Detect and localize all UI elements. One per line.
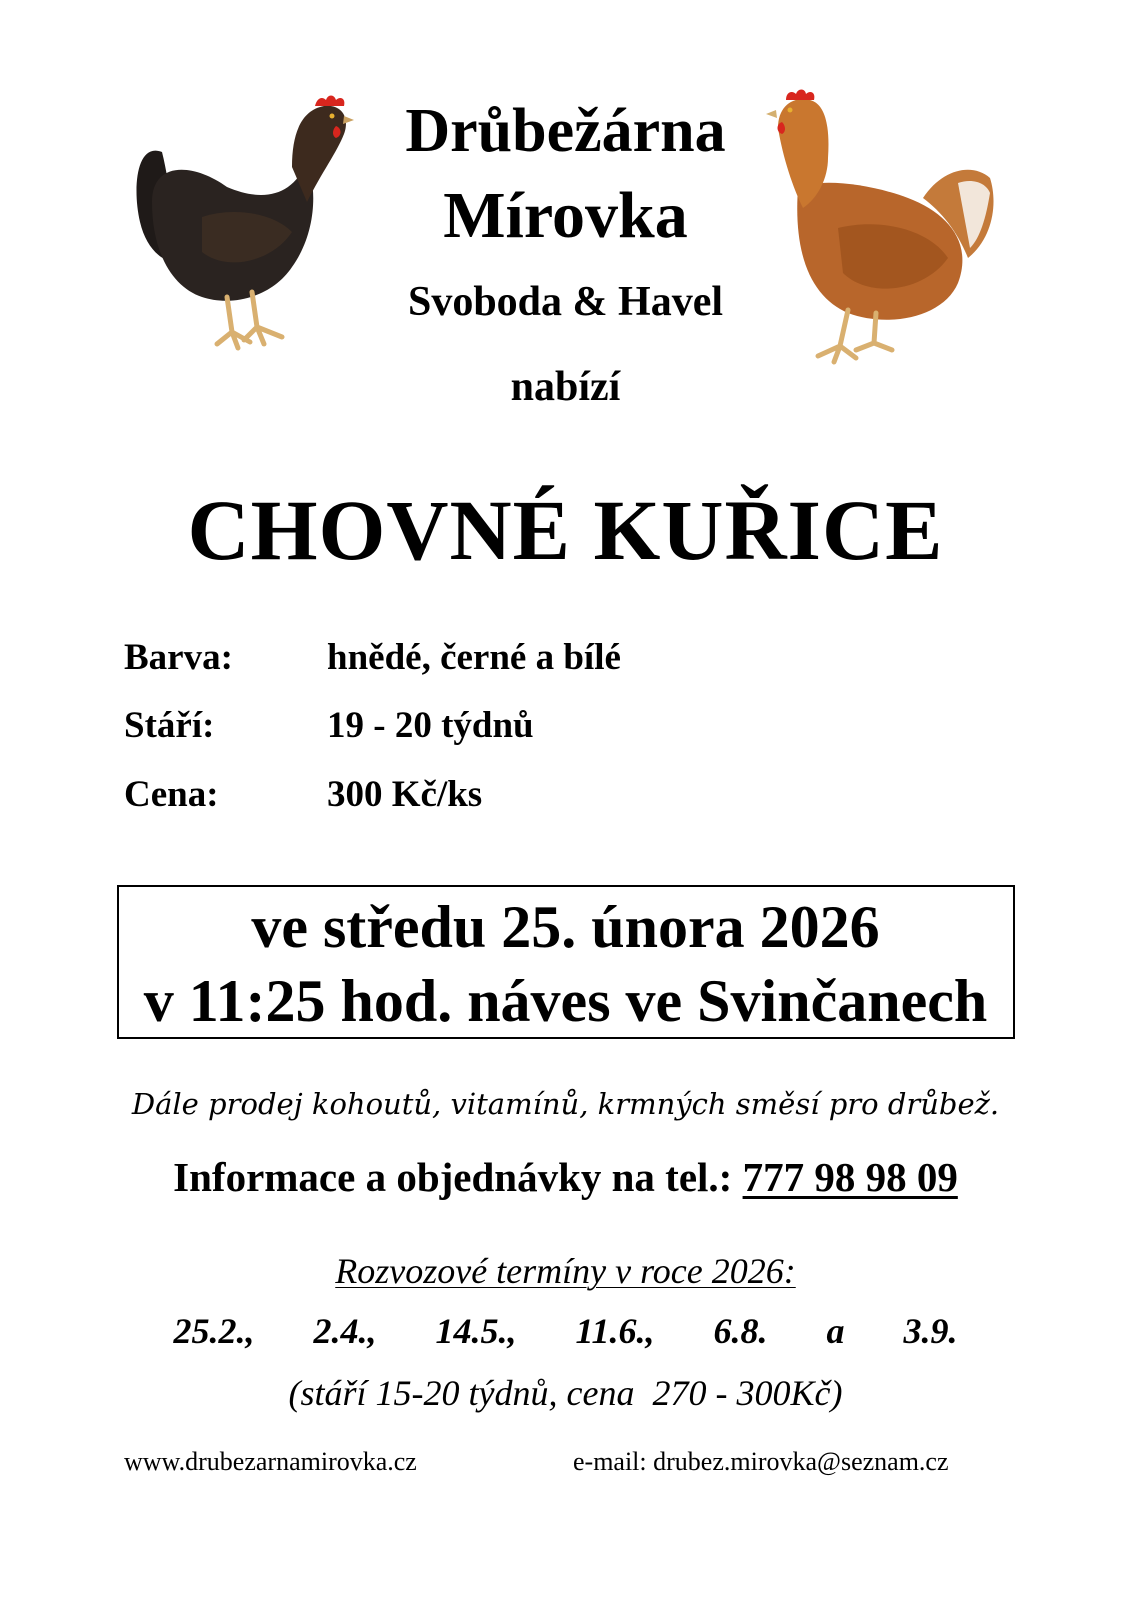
delivery-date: 3.9. xyxy=(903,1311,958,1351)
delivery-terms-note: (stáří 15-20 týdnů, cena 270 - 300Kč) xyxy=(288,1373,843,1413)
company-name-line-1: Drůbežárna xyxy=(405,97,726,165)
owners: Svoboda & Havel xyxy=(407,279,724,325)
delivery-date-conjunction: a xyxy=(826,1311,845,1351)
website-link[interactable]: www.drubezarnamirovka.cz xyxy=(124,1447,417,1476)
spec-value-color: hnědé, černé a bílé xyxy=(327,637,621,678)
delivery-date: 2.4., xyxy=(313,1311,377,1351)
delivery-date: 25.2., xyxy=(173,1311,255,1351)
spec-label-color: Barva: xyxy=(124,637,233,678)
info-line xyxy=(0,1153,1131,1201)
delivery-terms-title: Rozvozové termíny v roce 2026: xyxy=(335,1251,796,1291)
phone-number[interactable]: 777 98 98 09 xyxy=(742,1154,958,1200)
delivery-dates xyxy=(0,1310,1131,1352)
event-date: ve středu 25. února 2026 xyxy=(251,894,880,960)
spec-label-age: Stáří: xyxy=(124,705,215,746)
spec-value-price: 300 Kč/ks xyxy=(327,774,483,815)
spec-value-age: 19 - 20 týdnů xyxy=(327,705,534,746)
also-sold-text: Dále prodej kohoutů, vitamínů, krmných směsí pro drůbež. xyxy=(131,1087,1000,1121)
product-title: CHOVNÉ KUŘICE xyxy=(187,482,944,578)
email-contact[interactable]: e-mail: drubez.mirovka@seznam.cz xyxy=(573,1447,949,1476)
delivery-date: 11.6., xyxy=(575,1311,655,1351)
spec-label-price: Cena: xyxy=(124,774,219,815)
delivery-date: 14.5., xyxy=(435,1311,517,1351)
info-label: Informace a objednávky na tel.: xyxy=(173,1154,733,1200)
company-name-line-2: Mírovka xyxy=(443,179,688,252)
delivery-date: 6.8. xyxy=(713,1311,768,1351)
event-time-place: v 11:25 hod. náves ve Svinčanech xyxy=(143,968,988,1034)
offers-text: nabízí xyxy=(510,364,621,410)
